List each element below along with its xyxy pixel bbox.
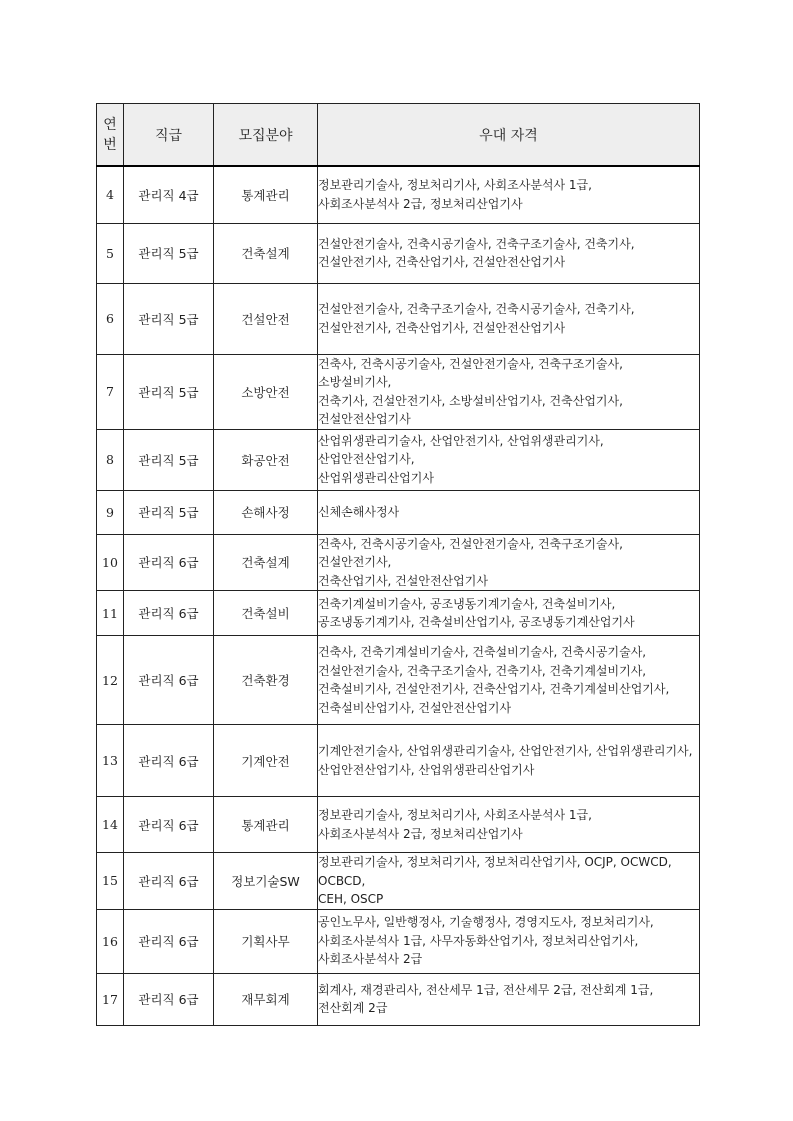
- table-row: [97, 354, 700, 429]
- row-field: 기획사무: [214, 909, 318, 973]
- row-grade: 관리직 6급: [124, 973, 214, 1025]
- row-qualifications: 정보관리기술사, 정보처리기사, 정보처리산업기사, OCJP, OCWCD, OCBCD, CEH, OSCP: [318, 853, 700, 910]
- row-qualifications: 건설안전기술사, 건축시공기술사, 건축구조기술사, 건축기사, 건설안전기사, 건축산업기사, 건설안전산업기사: [318, 223, 700, 283]
- row-number: 10: [97, 534, 124, 591]
- row-number: 15: [97, 853, 124, 910]
- header-row: [97, 104, 700, 167]
- row-number: 12: [97, 636, 124, 725]
- row-qualifications: 정보관리기술사, 정보처리기사, 사회조사분석사 1급, 사회조사분석사 2급, 정보처리산업기사: [318, 166, 700, 223]
- row-field: 손해사정: [214, 490, 318, 534]
- table-row: [97, 797, 700, 853]
- row-number: 16: [97, 909, 124, 973]
- row-grade: 관리직 6급: [124, 797, 214, 853]
- row-field: 재무회계: [214, 973, 318, 1025]
- table-row: [97, 223, 700, 283]
- row-grade: 관리직 6급: [124, 725, 214, 797]
- row-grade: 관리직 6급: [124, 853, 214, 910]
- row-number: 17: [97, 973, 124, 1025]
- table-row: [97, 283, 700, 354]
- row-number: 5: [97, 223, 124, 283]
- row-grade: 관리직 5급: [124, 223, 214, 283]
- table-row: [97, 429, 700, 490]
- row-field: 건설안전: [214, 283, 318, 354]
- row-grade: 관리직 5급: [124, 283, 214, 354]
- row-grade: 관리직 6급: [124, 534, 214, 591]
- qualification-table: [96, 103, 700, 1026]
- row-qualifications: 정보관리기술사, 정보처리기사, 사회조사분석사 1급, 사회조사분석사 2급, 정보처리산업기사: [318, 797, 700, 853]
- row-qualifications: 건축사, 건축시공기술사, 건설안전기술사, 건축구조기술사, 건설안전기사, 건축산업기사, 건설안전산업기사: [318, 534, 700, 591]
- row-qualifications: 회계사, 재경관리사, 전산세무 1급, 전산세무 2급, 전산회계 1급, 전산회계 2급: [318, 973, 700, 1025]
- row-qualifications: 건축사, 건축기계설비기술사, 건축설비기술사, 건축시공기술사, 건설안전기술사, 건축구조기술사, 건축기사, 건축기계설비기사, 건축설비기사, 건설안전기사, 건축산업기사, 건축기계설비산업기사, 건축설비산업기사, 건설안전산업기사: [318, 636, 700, 725]
- header-field: 모집분야: [214, 104, 318, 167]
- row-qualifications: 기계안전기술사, 산업위생관리기술사, 산업안전기사, 산업위생관리기사, 산업안전산업기사, 산업위생관리산업기사: [318, 725, 700, 797]
- row-field: 건축설계: [214, 534, 318, 591]
- table-row: [97, 490, 700, 534]
- row-grade: 관리직 5급: [124, 490, 214, 534]
- header-no: 연 번: [97, 104, 124, 167]
- row-qualifications: 건설안전기술사, 건축구조기술사, 건축시공기술사, 건축기사, 건설안전기사, 건축산업기사, 건설안전산업기사: [318, 283, 700, 354]
- row-field: 건축설계: [214, 223, 318, 283]
- row-qualifications: 신체손해사정사: [318, 490, 700, 534]
- header-grade: 직급: [124, 104, 214, 167]
- row-field: 소방안전: [214, 354, 318, 429]
- row-grade: 관리직 6급: [124, 591, 214, 636]
- row-number: 11: [97, 591, 124, 636]
- table-row: [97, 591, 700, 636]
- row-grade: 관리직 5급: [124, 354, 214, 429]
- row-number: 9: [97, 490, 124, 534]
- row-qualifications: 건축사, 건축시공기술사, 건설안전기술사, 건축구조기술사, 소방설비기사, 건축기사, 건설안전기사, 소방설비산업기사, 건축산업기사, 건설안전산업기사: [318, 354, 700, 429]
- table-header: [97, 104, 700, 167]
- row-number: 7: [97, 354, 124, 429]
- row-grade: 관리직 5급: [124, 429, 214, 490]
- table-row: [97, 166, 700, 223]
- row-number: 13: [97, 725, 124, 797]
- row-grade: 관리직 6급: [124, 636, 214, 725]
- row-grade: 관리직 6급: [124, 909, 214, 973]
- row-qualifications: 공인노무사, 일반행정사, 기술행정사, 경영지도사, 정보처리기사, 사회조사분석사 1급, 사무자동화산업기사, 정보처리산업기사, 사회조사분석사 2급: [318, 909, 700, 973]
- row-qualifications: 산업위생관리기술사, 산업안전기사, 산업위생관리기사, 산업안전산업기사, 산업위생관리산업기사: [318, 429, 700, 490]
- row-field: 기계안전: [214, 725, 318, 797]
- header-qual: 우대 자격: [318, 104, 700, 167]
- table-row: [97, 636, 700, 725]
- row-field: 정보기술SW: [214, 853, 318, 910]
- row-field: 건축설비: [214, 591, 318, 636]
- row-number: 4: [97, 166, 124, 223]
- row-field: 통계관리: [214, 166, 318, 223]
- row-field: 통계관리: [214, 797, 318, 853]
- row-number: 14: [97, 797, 124, 853]
- table-row: [97, 725, 700, 797]
- row-number: 8: [97, 429, 124, 490]
- table-row: [97, 853, 700, 910]
- table-row: [97, 973, 700, 1025]
- row-field: 화공안전: [214, 429, 318, 490]
- row-field: 건축환경: [214, 636, 318, 725]
- table-body: [97, 166, 700, 1025]
- row-qualifications: 건축기계설비기술사, 공조냉동기계기술사, 건축설비기사, 공조냉동기계기사, 건축설비산업기사, 공조냉동기계산업기사: [318, 591, 700, 636]
- row-grade: 관리직 4급: [124, 166, 214, 223]
- table-row: [97, 534, 700, 591]
- row-number: 6: [97, 283, 124, 354]
- table-row: [97, 909, 700, 973]
